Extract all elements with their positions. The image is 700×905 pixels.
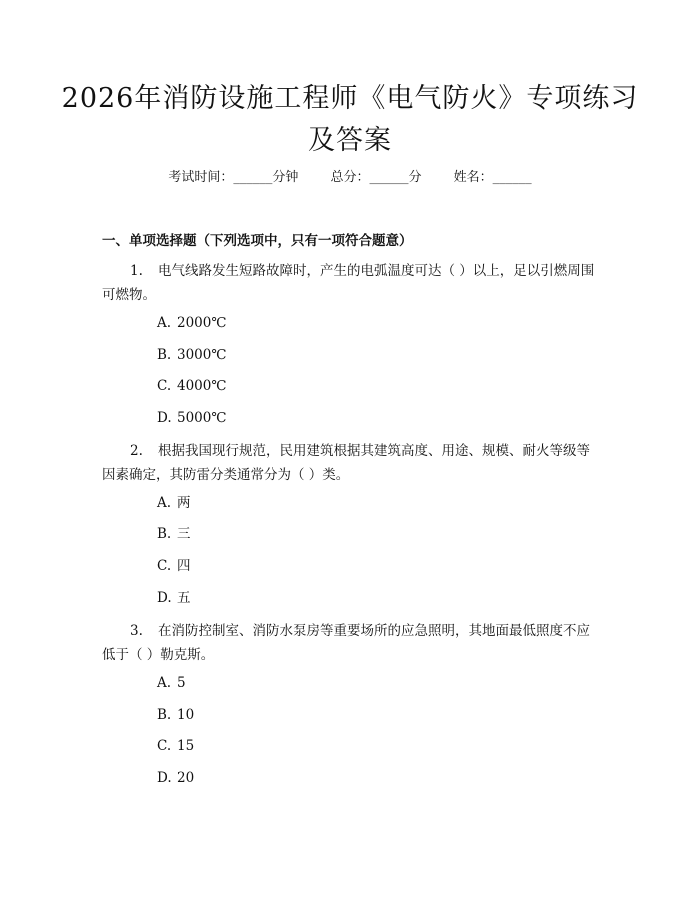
option-text: 10 bbox=[177, 707, 195, 723]
option-2c bbox=[157, 556, 191, 576]
option-letter: B. bbox=[157, 707, 172, 723]
question-text: 电气线路发生短路故障时，产生的电弧温度可达（ ）以上，足以引燃周围可燃物。 bbox=[102, 263, 595, 303]
exam-meta bbox=[0, 168, 700, 188]
question-2 bbox=[102, 439, 602, 487]
option-1a bbox=[157, 313, 226, 333]
option-3a bbox=[157, 673, 186, 693]
question-number: 1. bbox=[130, 263, 143, 279]
option-text: 两 bbox=[177, 495, 191, 511]
option-letter: D. bbox=[157, 770, 172, 786]
total-score-field: 总分：______分 bbox=[330, 170, 422, 185]
option-letter: C. bbox=[157, 558, 172, 574]
option-letter: B. bbox=[157, 347, 172, 363]
option-letter: A. bbox=[157, 315, 172, 331]
option-letter: B. bbox=[157, 526, 172, 542]
option-letter: D. bbox=[157, 410, 172, 426]
question-text: 在消防控制室、消防水泵房等重要场所的应急照明，其地面最低照度不应低于（ ）勒克斯。 bbox=[102, 623, 590, 663]
section-heading: 一、单项选择题（下列选项中，只有一项符合题意） bbox=[102, 233, 413, 249]
name-field: 姓名：______ bbox=[453, 170, 532, 185]
option-3b bbox=[157, 705, 194, 725]
option-text: 20 bbox=[177, 770, 195, 786]
option-letter: C. bbox=[157, 378, 172, 394]
question-1 bbox=[102, 259, 602, 307]
page-title: 2026年消防设施工程师《电气防火》专项练习及答案 bbox=[61, 83, 639, 156]
option-text: 5000℃ bbox=[177, 410, 227, 426]
option-letter: C. bbox=[157, 738, 172, 754]
option-letter: A. bbox=[157, 675, 172, 691]
option-text: 15 bbox=[177, 738, 195, 754]
option-2a bbox=[157, 493, 191, 513]
option-text: 3000℃ bbox=[177, 347, 227, 363]
option-2d bbox=[157, 588, 191, 608]
option-letter: A. bbox=[157, 495, 172, 511]
option-letter: D. bbox=[157, 590, 172, 606]
option-3c bbox=[157, 736, 194, 756]
option-3d bbox=[157, 768, 194, 788]
question-text: 根据我国现行规范，民用建筑根据其建筑高度、用途、规模、耐火等级等因素确定，其防雷分类通常分为（ ）类。 bbox=[102, 443, 590, 483]
option-2b bbox=[157, 524, 191, 544]
option-1b bbox=[157, 345, 226, 365]
question-number: 2. bbox=[130, 443, 143, 459]
question-number: 3. bbox=[130, 623, 143, 639]
exam-time-field: 考试时间：______分钟 bbox=[168, 170, 299, 185]
option-text: 5 bbox=[177, 675, 186, 691]
option-text: 四 bbox=[177, 558, 191, 574]
option-text: 五 bbox=[177, 590, 191, 606]
option-text: 4000℃ bbox=[177, 378, 227, 394]
question-3 bbox=[102, 619, 602, 667]
option-text: 三 bbox=[177, 526, 191, 542]
option-text: 2000℃ bbox=[177, 315, 227, 331]
option-1c bbox=[157, 376, 226, 396]
option-1d bbox=[157, 408, 226, 428]
